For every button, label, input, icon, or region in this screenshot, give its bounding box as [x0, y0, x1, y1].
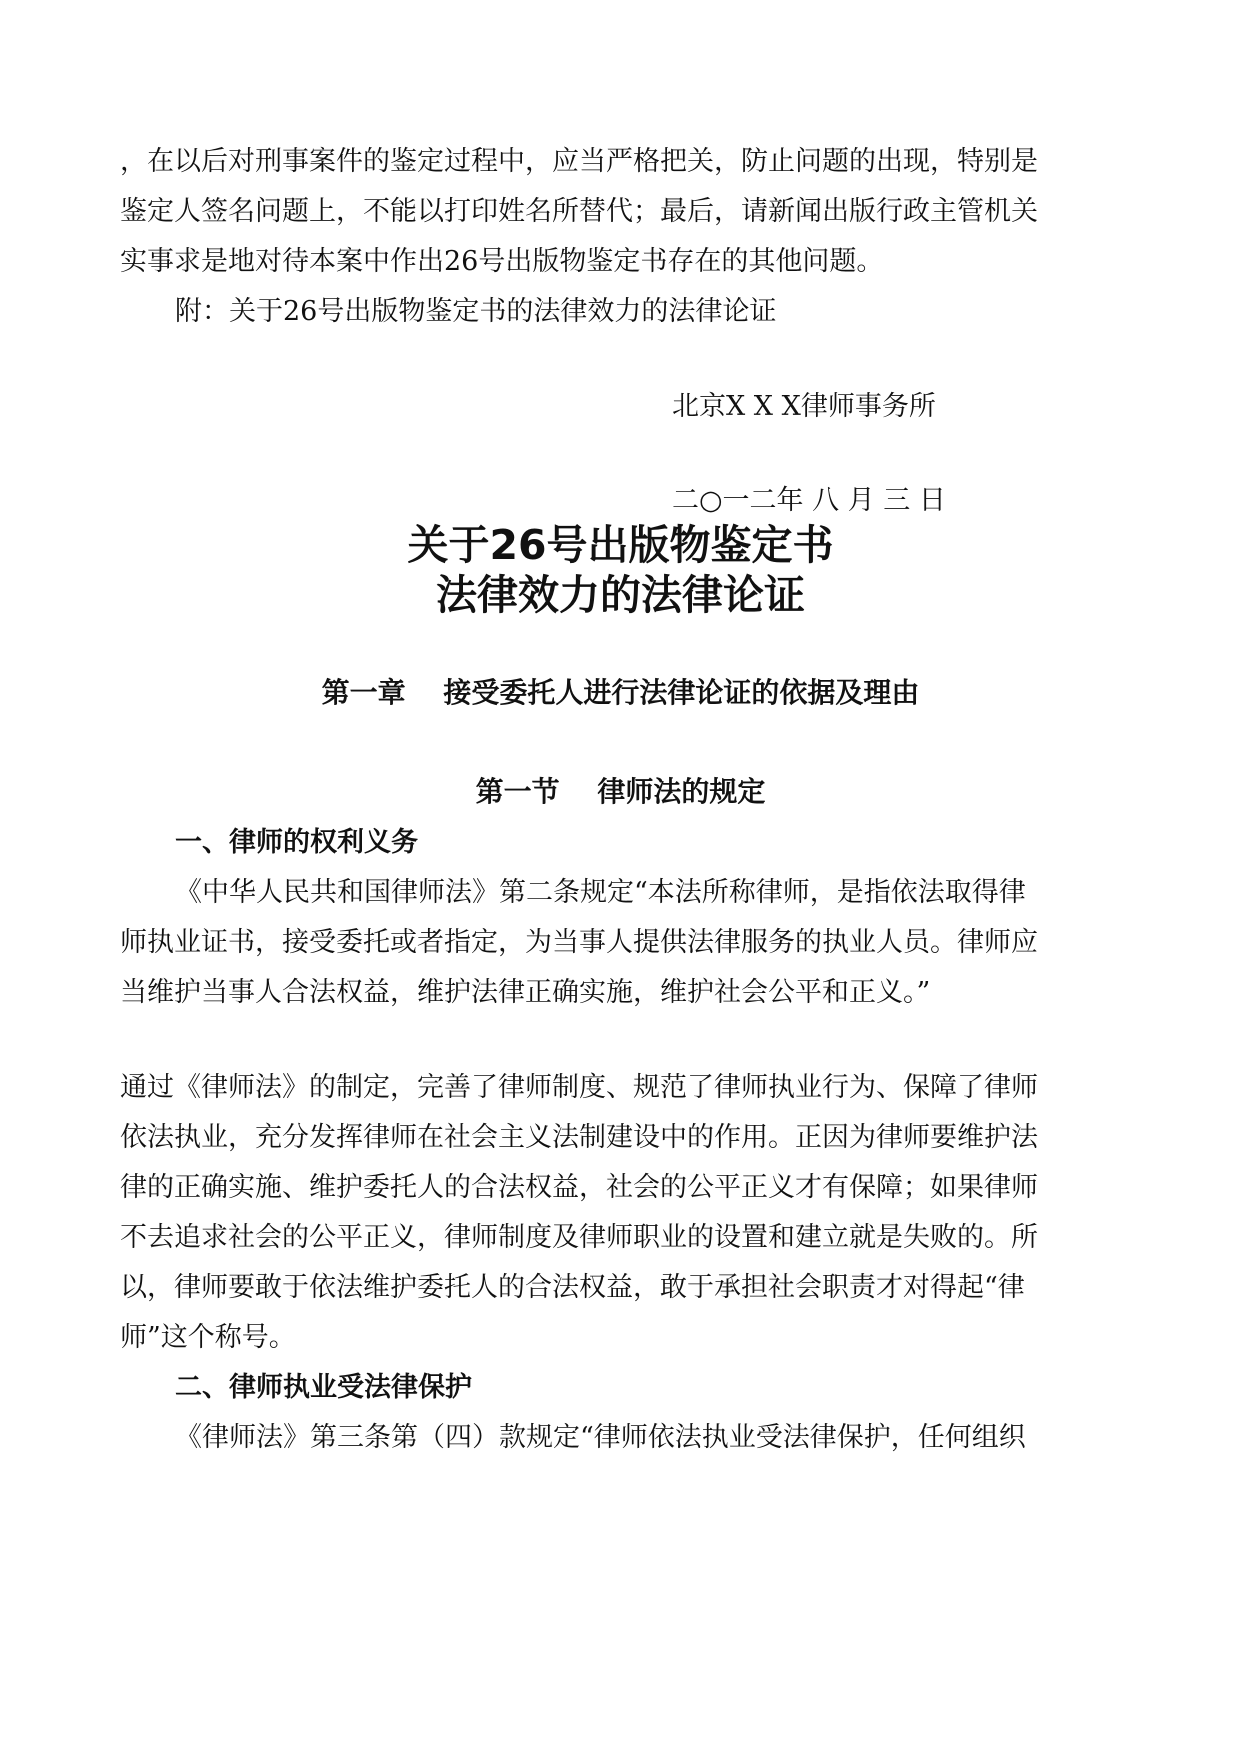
signature-date: 二○一二年 八 月 三 日 [672, 485, 946, 516]
body-text-line: 鉴定人签名问题上，不能以打印姓名所替代；最后，请新闻出版行政主管机关 [120, 196, 1038, 227]
subsection-heading: 二、律师执业受法律保护 [175, 1372, 472, 1403]
body-text-line: 依法执业，充分发挥律师在社会主义法制建设中的作用。正因为律师要维护法 [120, 1122, 1038, 1153]
body-text-line: 师”这个称号。 [120, 1322, 296, 1353]
body-text-line: 师执业证书，接受委托或者指定，为当事人提供法律服务的执业人员。律师应 [120, 927, 1038, 958]
signature-firm: 北京X X X律师事务所 [672, 391, 936, 422]
chapter-heading: 第一章 接受委托人进行法律论证的依据及理由 [321, 676, 920, 709]
document-title-line1: 关于26号出版物鉴定书 [407, 521, 834, 569]
subsection-heading: 一、律师的权利义务 [175, 827, 418, 858]
attachment-note: 附：关于26号出版物鉴定书的法律效力的法律论证 [175, 296, 777, 327]
body-text-line: 《律师法》第三条第（四）款规定“律师依法执业受法律保护，任何组织 [175, 1422, 1026, 1453]
body-text-line: 通过《律师法》的制定，完善了律师制度、规范了律师执业行为、保障了律师 [120, 1072, 1038, 1103]
body-text-line: 实事求是地对待本案中作出26号出版物鉴定书存在的其他问题。 [120, 246, 884, 277]
body-text-line: 不去追求社会的公平正义，律师制度及律师职业的设置和建立就是失败的。所 [120, 1222, 1038, 1253]
body-text-line: 当维护当事人合法权益，维护法律正确实施，维护社会公平和正义。” [120, 977, 931, 1008]
body-text-line: 以，律师要敢于依法维护委托人的合法权益，敢于承担社会职责才对得起“律 [120, 1272, 1025, 1303]
body-text-line: 《中华人民共和国律师法》第二条规定“本法所称律师，是指依法取得律 [175, 877, 1026, 908]
body-text-line: ，在以后对刑事案件的鉴定过程中，应当严格把关，防止问题的出现，特别是 [120, 146, 1038, 177]
document-title-line2: 法律效力的法律论证 [436, 571, 805, 619]
section-heading: 第一节 律师法的规定 [475, 775, 766, 808]
body-text-line: 律的正确实施、维护委托人的合法权益，社会的公平正义才有保障；如果律师 [120, 1172, 1038, 1203]
